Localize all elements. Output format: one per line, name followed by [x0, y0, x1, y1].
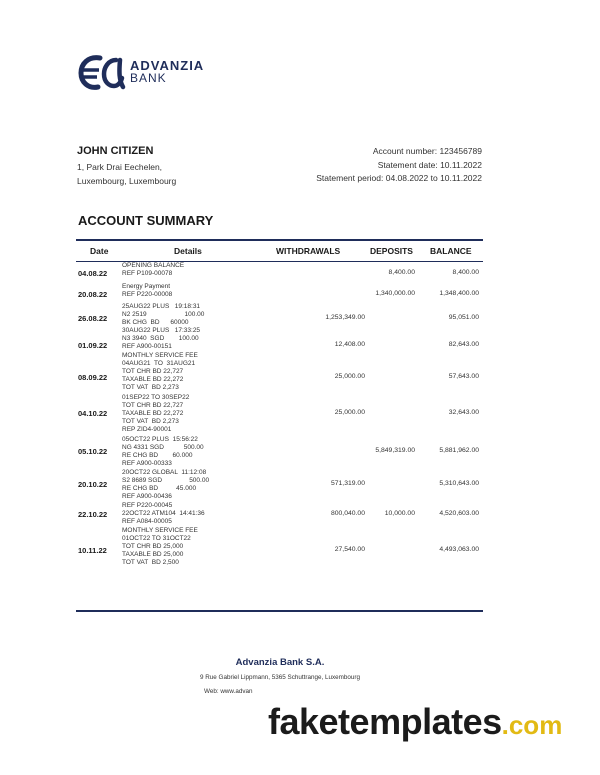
row-balance: 5,881,962.00	[439, 447, 479, 454]
footer-address: 9 Rue Gabriel Lippmann, 5365 Schuttrange, Luxembourg	[200, 674, 360, 681]
row-withdrawal: 25,000.00	[334, 409, 365, 416]
row-deposit: 10,000.00	[384, 510, 415, 517]
row-details: 25AUG22 PLUS 19:18:31 N2 2519 100.00 BK CHG BD 60000	[122, 303, 205, 327]
row-deposit: 5,849,319.00	[375, 447, 415, 454]
row-date: 22.10.22	[78, 510, 108, 519]
summary-title: ACCOUNT SUMMARY	[78, 213, 214, 228]
bank-name-line2: BANK	[130, 71, 167, 85]
row-details: MONTHLY SERVICE FEE 01OCT22 TO 31OCT22 TOT CHR BD 25,000 TAXABLE BD 25,000 TOT VAT BD 2,500	[122, 527, 198, 567]
statement-date: Statement date: 10.11.2022	[377, 159, 482, 170]
row-withdrawal: 571,319.00	[330, 480, 365, 487]
statement-period: Statement period: 04.08.2022 to 10.11.2022	[316, 173, 482, 183]
account-info	[316, 145, 482, 186]
row-details: 20OCT22 GLOBAL 11:12:08 S2 8689 SGD 500.00 RE CHG BD 45.000 REF A900-00436	[122, 469, 210, 501]
row-date: 26.08.22	[78, 314, 108, 323]
row-balance: 1,348,400.00	[439, 290, 479, 297]
account-number: Account number: 123456789	[372, 146, 482, 156]
watermark	[268, 701, 562, 743]
row-date: 01.09.22	[78, 341, 108, 350]
footer-web: Web: www.advan	[204, 688, 253, 695]
customer-address-1: 1, Park Drai Eechelen,	[77, 162, 163, 172]
row-balance: 4,493,063.00	[439, 546, 479, 553]
row-balance: 32,643.00	[448, 409, 479, 416]
row-balance: 8,400.00	[452, 269, 479, 276]
row-balance: 95,051.00	[448, 314, 479, 321]
row-withdrawal: 12,408.00	[334, 341, 365, 348]
bank-name-line1: ADVANZIA	[130, 58, 205, 73]
row-balance: 4,520,603.00	[439, 510, 479, 517]
row-deposit: 1,340,000.00	[375, 290, 415, 297]
bank-logo	[76, 52, 204, 92]
row-balance: 57,643.00	[448, 373, 479, 380]
header-details: Details	[174, 246, 202, 256]
row-withdrawal: 25,000.00	[334, 373, 365, 380]
header-date: Date	[90, 246, 109, 256]
row-date: 10.11.22	[78, 546, 107, 555]
header-withdrawals: WITHDRAWALS	[276, 246, 341, 256]
row-deposit: 8,400.00	[388, 269, 415, 276]
customer-block	[77, 145, 176, 188]
row-date: 20.10.22	[78, 480, 108, 489]
row-details: 01SEP22 TO 30SEP22 TOT CHR BD 22,727 TAXABLE BD 22,272 TOT VAT BD 2,273 REP ZID4-90001	[122, 394, 190, 434]
row-details: 30AUG22 PLUS 17:33:25 N3 3940 SGD 100.00 REF A900-00151	[122, 327, 201, 351]
row-date: 20.08.22	[78, 290, 108, 299]
row-details: REF P220-00045 22OCT22 ATM104 14:41:36 REF A084-00005	[122, 502, 205, 526]
footer-bank-name: Advanzia Bank S.A.	[235, 657, 325, 668]
table-header	[76, 241, 483, 261]
row-balance: 82,643.00	[448, 341, 479, 348]
row-details: Energy Payment REF P220-00008	[122, 283, 173, 299]
watermark-main: faketemplates	[268, 701, 502, 742]
customer-address-2: Luxembourg, Luxembourg	[77, 176, 177, 186]
row-withdrawal: 1,253,349.00	[325, 314, 365, 321]
advanzia-logo-icon	[76, 52, 126, 92]
row-details: OPENING BALANCE REF P109-00078	[122, 262, 185, 278]
row-date: 04.08.22	[78, 269, 108, 278]
row-date: 05.10.22	[78, 447, 108, 456]
row-date: 04.10.22	[78, 409, 108, 418]
row-date: 08.09.22	[78, 373, 108, 382]
customer-name: JOHN CITIZEN	[77, 145, 154, 157]
row-details: 05OCT22 PLUS 15:56:22 NG 4331 SGD 500.00 RE CHG BD 60.000 REF A900-00333	[122, 436, 204, 468]
watermark-suffix: .com	[501, 710, 563, 740]
row-withdrawal: 800,040.00	[330, 510, 365, 517]
transactions-table	[76, 239, 483, 612]
row-withdrawal: 27,540.00	[334, 546, 365, 553]
row-details: MONTHLY SERVICE FEE 04AUG21 TO 31AUG21 TOT CHR BD 22,727 TAXABLE BD 22,272 TOT VAT BD 2,273	[122, 352, 198, 392]
header-balance: BALANCE	[430, 246, 472, 256]
header-deposits: DEPOSITS	[370, 246, 413, 256]
row-balance: 5,310,643.00	[439, 480, 479, 487]
